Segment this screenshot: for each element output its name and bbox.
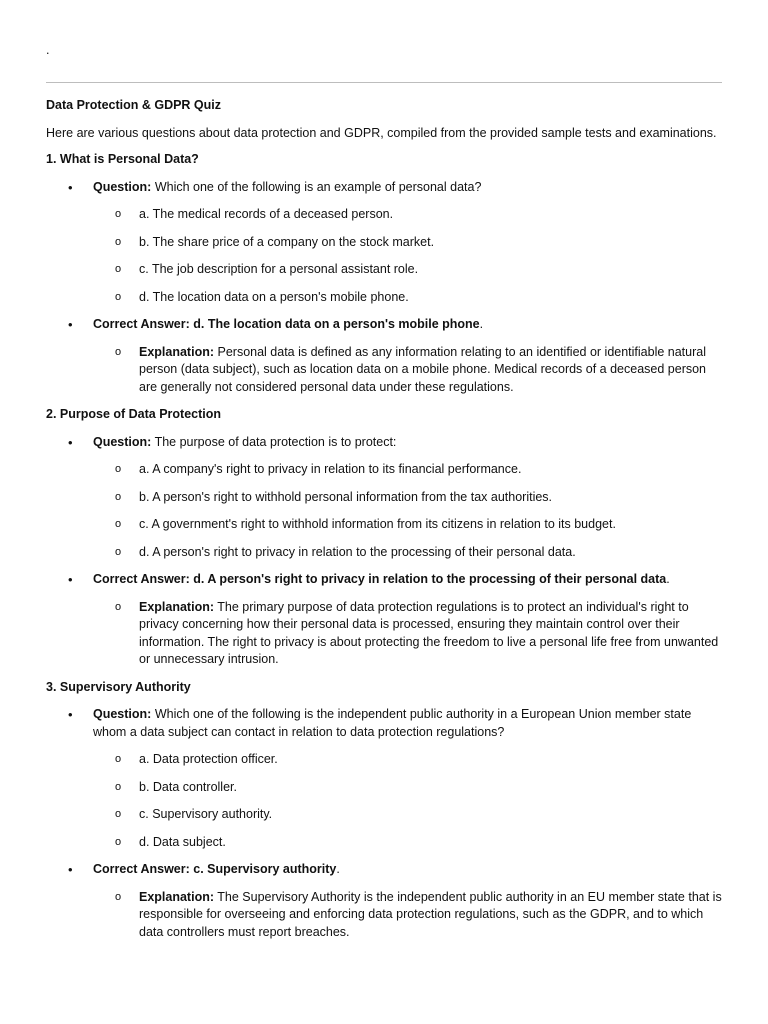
correct-answer-label: Correct Answer:	[93, 862, 190, 876]
horizontal-rule	[46, 82, 722, 83]
document-title: Data Protection & GDPR Quiz	[46, 98, 222, 112]
explanation-text: Personal data is defined as any information relating to an identified or identifiable natural person (data subject), such as location data on a mobile phone. Medical records of a deceased person are generally not considered personal data under these regulations.	[139, 344, 707, 394]
question-text: Which one of the following is the independent public authority in a European Union member state whom a data subject can contact in relation to data protection regulations?	[93, 707, 692, 739]
correct-answer-text: c. Supervisory authority	[193, 862, 337, 876]
quiz-section-2	[46, 406, 722, 669]
correct-answer-text: d. The location data on a person's mobile phone	[193, 317, 480, 331]
question-text: The purpose of data protection is to protect:	[154, 434, 397, 449]
option-item: o b. Data controller.	[46, 779, 722, 797]
explanation-label: Explanation:	[139, 344, 215, 359]
option-item: o a. The medical records of a deceased person.	[46, 206, 722, 224]
question-label: Question:	[93, 434, 152, 449]
document-body	[46, 97, 722, 951]
correct-answer-item: • Correct Answer: c. Supervisory authority.	[46, 861, 722, 879]
section-heading: 1. What is Personal Data?	[46, 152, 199, 166]
correct-answer-item: • Correct Answer: d. A person's right to privacy in relation to the processing of their personal data.	[46, 571, 722, 589]
question-item	[46, 434, 722, 452]
explanation-item	[46, 889, 722, 942]
question-item	[46, 179, 722, 197]
option-item: o d. Data subject.	[46, 834, 722, 852]
question-label: Question:	[93, 707, 152, 721]
explanation-label: Explanation:	[139, 889, 215, 904]
option-item: o c. Supervisory authority.	[46, 806, 722, 824]
option-item: o c. A government's right to withhold information from its citizens in relation to its budget.	[46, 516, 722, 534]
option-item: o a. A company's right to privacy in relation to its financial performance.	[46, 461, 722, 479]
question-label: Question:	[93, 179, 152, 194]
explanation-label: Explanation:	[139, 599, 215, 614]
explanation-text: The Supervisory Authority is the independent public authority in an EU member state that is responsible for overseeing and enforcing data protection regulations, such as the GDPR, and to which data controllers must report breaches.	[139, 889, 722, 939]
correct-answer-label: Correct Answer:	[93, 317, 190, 331]
option-item: o b. A person's right to withhold personal information from the tax authorities.	[46, 489, 722, 507]
quiz-section-1	[46, 151, 722, 396]
correct-answer-text: d. A person's right to privacy in relation to the processing of their personal data	[193, 572, 667, 586]
option-item: o c. The job description for a personal assistant role.	[46, 261, 722, 279]
option-item: o a. Data protection officer.	[46, 751, 722, 769]
explanation-item	[46, 344, 722, 397]
option-item: o d. The location data on a person's mobile phone.	[46, 289, 722, 307]
correct-answer-item: • Correct Answer: d. The location data on a person's mobile phone.	[46, 316, 722, 334]
option-item: o b. The share price of a company on the stock market.	[46, 234, 722, 252]
quiz-section-3	[46, 679, 722, 942]
header-dot: .	[46, 43, 50, 57]
question-text: Which one of the following is an example of personal data?	[154, 179, 482, 194]
explanation-text: The primary purpose of data protection regulations is to protect an individual's right to privacy concerning how their personal data is processed, ensuring they maintain control over their information. The right to privacy is about protecting the freedom to live a personal life free from unwanted or unnecessary intrusion.	[139, 599, 719, 666]
question-item	[46, 706, 722, 741]
section-heading: 3. Supervisory Authority	[46, 679, 191, 694]
correct-answer-label: Correct Answer:	[93, 572, 190, 586]
option-item: o d. A person's right to privacy in relation to the processing of their personal data.	[46, 544, 722, 562]
intro-paragraph: Here are various questions about data protection and GDPR, compiled from the provided sample tests and examinations.	[46, 125, 717, 140]
explanation-item	[46, 599, 722, 669]
section-heading: 2. Purpose of Data Protection	[46, 407, 222, 421]
